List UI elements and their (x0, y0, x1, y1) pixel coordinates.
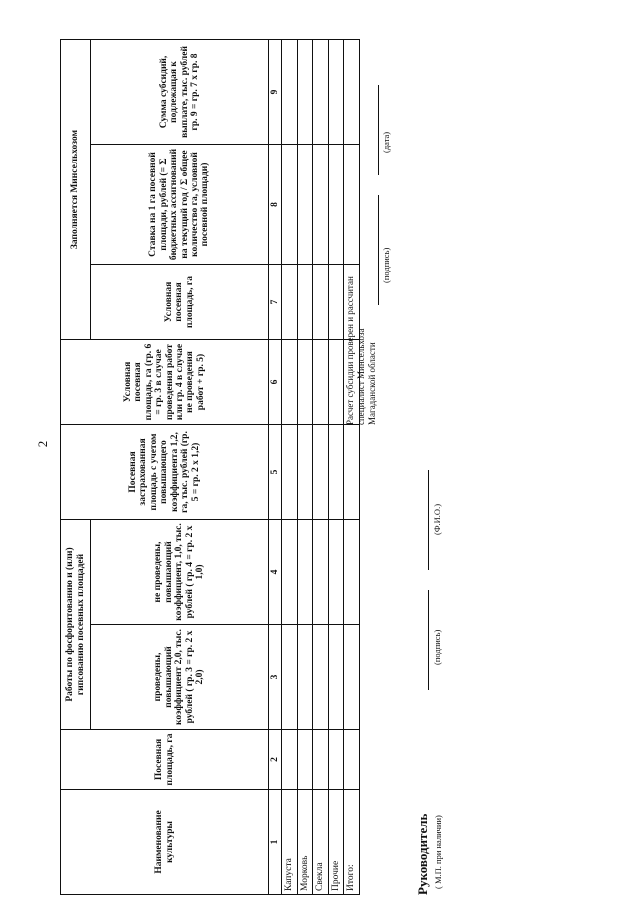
column-number-row (269, 39, 282, 894)
table-cell (313, 265, 328, 340)
column-number: 3 (269, 625, 282, 730)
table-cell (313, 425, 328, 520)
head-fio-line (428, 470, 429, 570)
header-phosphor-not-done: не проведены, повышающий коэффициент, 1,0, тыс. рублей ( гр. 4 = гр. 2 х 1,0) (91, 520, 269, 625)
row-culture-name: Прочие (328, 790, 343, 895)
column-number: 7 (269, 265, 282, 340)
table-cell (344, 39, 359, 144)
stamp-note: ( М.П. при наличии) (433, 815, 443, 889)
table-cell (328, 425, 343, 520)
table-cell (297, 730, 312, 790)
row-culture-name: Капуста (282, 790, 297, 895)
table-cell (282, 520, 297, 625)
header-phosphor-done: проведены, повышающий коэффициент 2,0, тыс. рублей ( гр. 3 = гр. 2 х 2,0) (91, 625, 269, 730)
header-area: Посевная площадь, га (61, 730, 269, 790)
header-insured-area: Посевная застрахованная площадь с учетом повышающего коэффициента 1,2, га, тыс. рублей (гр. 5 = гр. 2 х 1,2) (61, 425, 269, 520)
header-ministry-conditional: Условная посевная площадь, га (91, 265, 269, 340)
check-date-line (378, 85, 379, 175)
table-cell (328, 265, 343, 340)
check-date-label: (дата) (381, 131, 391, 153)
table-cell (297, 625, 312, 730)
table-cell (313, 39, 328, 144)
head-sign-line (428, 590, 429, 690)
check-line-2: специалист Минсельхоза (356, 328, 366, 425)
header-culture: Наименование культуры (61, 790, 269, 895)
table-cell (313, 730, 328, 790)
table-cell (313, 145, 328, 265)
column-number: 4 (269, 520, 282, 625)
check-sign-line (378, 195, 379, 305)
table-cell (313, 625, 328, 730)
column-number: 2 (269, 730, 282, 790)
table-cell (282, 730, 297, 790)
table-cell (344, 145, 359, 265)
header-conditional-area: Условная посевная площадь, га (гр. 6 = гр. 3 в случае проведения работ или гр. 4 в случае не проведения работ + гр. 5) (61, 340, 269, 425)
row-culture-name: Свекла (313, 790, 328, 895)
table-cell (344, 425, 359, 520)
table-cell (282, 340, 297, 425)
table-cell (328, 145, 343, 265)
page-number: 2 (35, 440, 50, 448)
header-rate: Ставка на 1 га посевной площади, рублей (= Σ бюджетных ассигнований на текущий год / Σ общее количество га, условной посевной площади) (91, 145, 269, 265)
table-row (344, 39, 359, 894)
row-culture-name: Итого: (344, 790, 359, 895)
column-number: 6 (269, 340, 282, 425)
table-cell (297, 340, 312, 425)
row-culture-name: Морковь (297, 790, 312, 895)
table-cell (328, 730, 343, 790)
table-cell (282, 145, 297, 265)
table-cell (297, 520, 312, 625)
head-sign-label: (подпись) (432, 629, 442, 665)
table-cell (313, 520, 328, 625)
table-row (328, 39, 343, 894)
table-cell (344, 625, 359, 730)
table-cell (313, 340, 328, 425)
check-line-1: Расчет субсидии проверен и рассчитан (345, 276, 355, 425)
subsidy-calculation-table (60, 39, 360, 895)
column-number: 1 (269, 790, 282, 895)
column-number: 8 (269, 145, 282, 265)
table-cell (328, 625, 343, 730)
table-cell (344, 730, 359, 790)
head-title: Руководитель (415, 813, 430, 895)
table-cell (282, 265, 297, 340)
table-row (313, 39, 328, 894)
table-cell (282, 425, 297, 520)
table-cell (328, 39, 343, 144)
column-number: 5 (269, 425, 282, 520)
table-row (282, 39, 297, 894)
table-cell (297, 39, 312, 144)
table-cell (297, 145, 312, 265)
check-sign-label: (подпись) (381, 247, 391, 283)
header-phosphor-group: Работы по фосфоритованию и (или) гипсованию посевных площадей (61, 520, 91, 730)
table-cell (282, 625, 297, 730)
column-number: 9 (269, 39, 282, 144)
table-cell (297, 265, 312, 340)
table-cell (328, 340, 343, 425)
header-sum: Сумма субсидий, подлежащая к выплате, тыс. рублей гр. 9 = гр. 7 х гр. 8 (91, 39, 269, 144)
table-row (297, 39, 312, 894)
check-line-3: Магаданской области (367, 342, 377, 425)
table-cell (282, 39, 297, 144)
header-ministry-group: Заполняется Минсельхозом (61, 39, 91, 339)
table-cell (344, 520, 359, 625)
table-cell (328, 520, 343, 625)
head-fio-label: (Ф.И.О.) (432, 503, 442, 535)
table-cell (297, 425, 312, 520)
